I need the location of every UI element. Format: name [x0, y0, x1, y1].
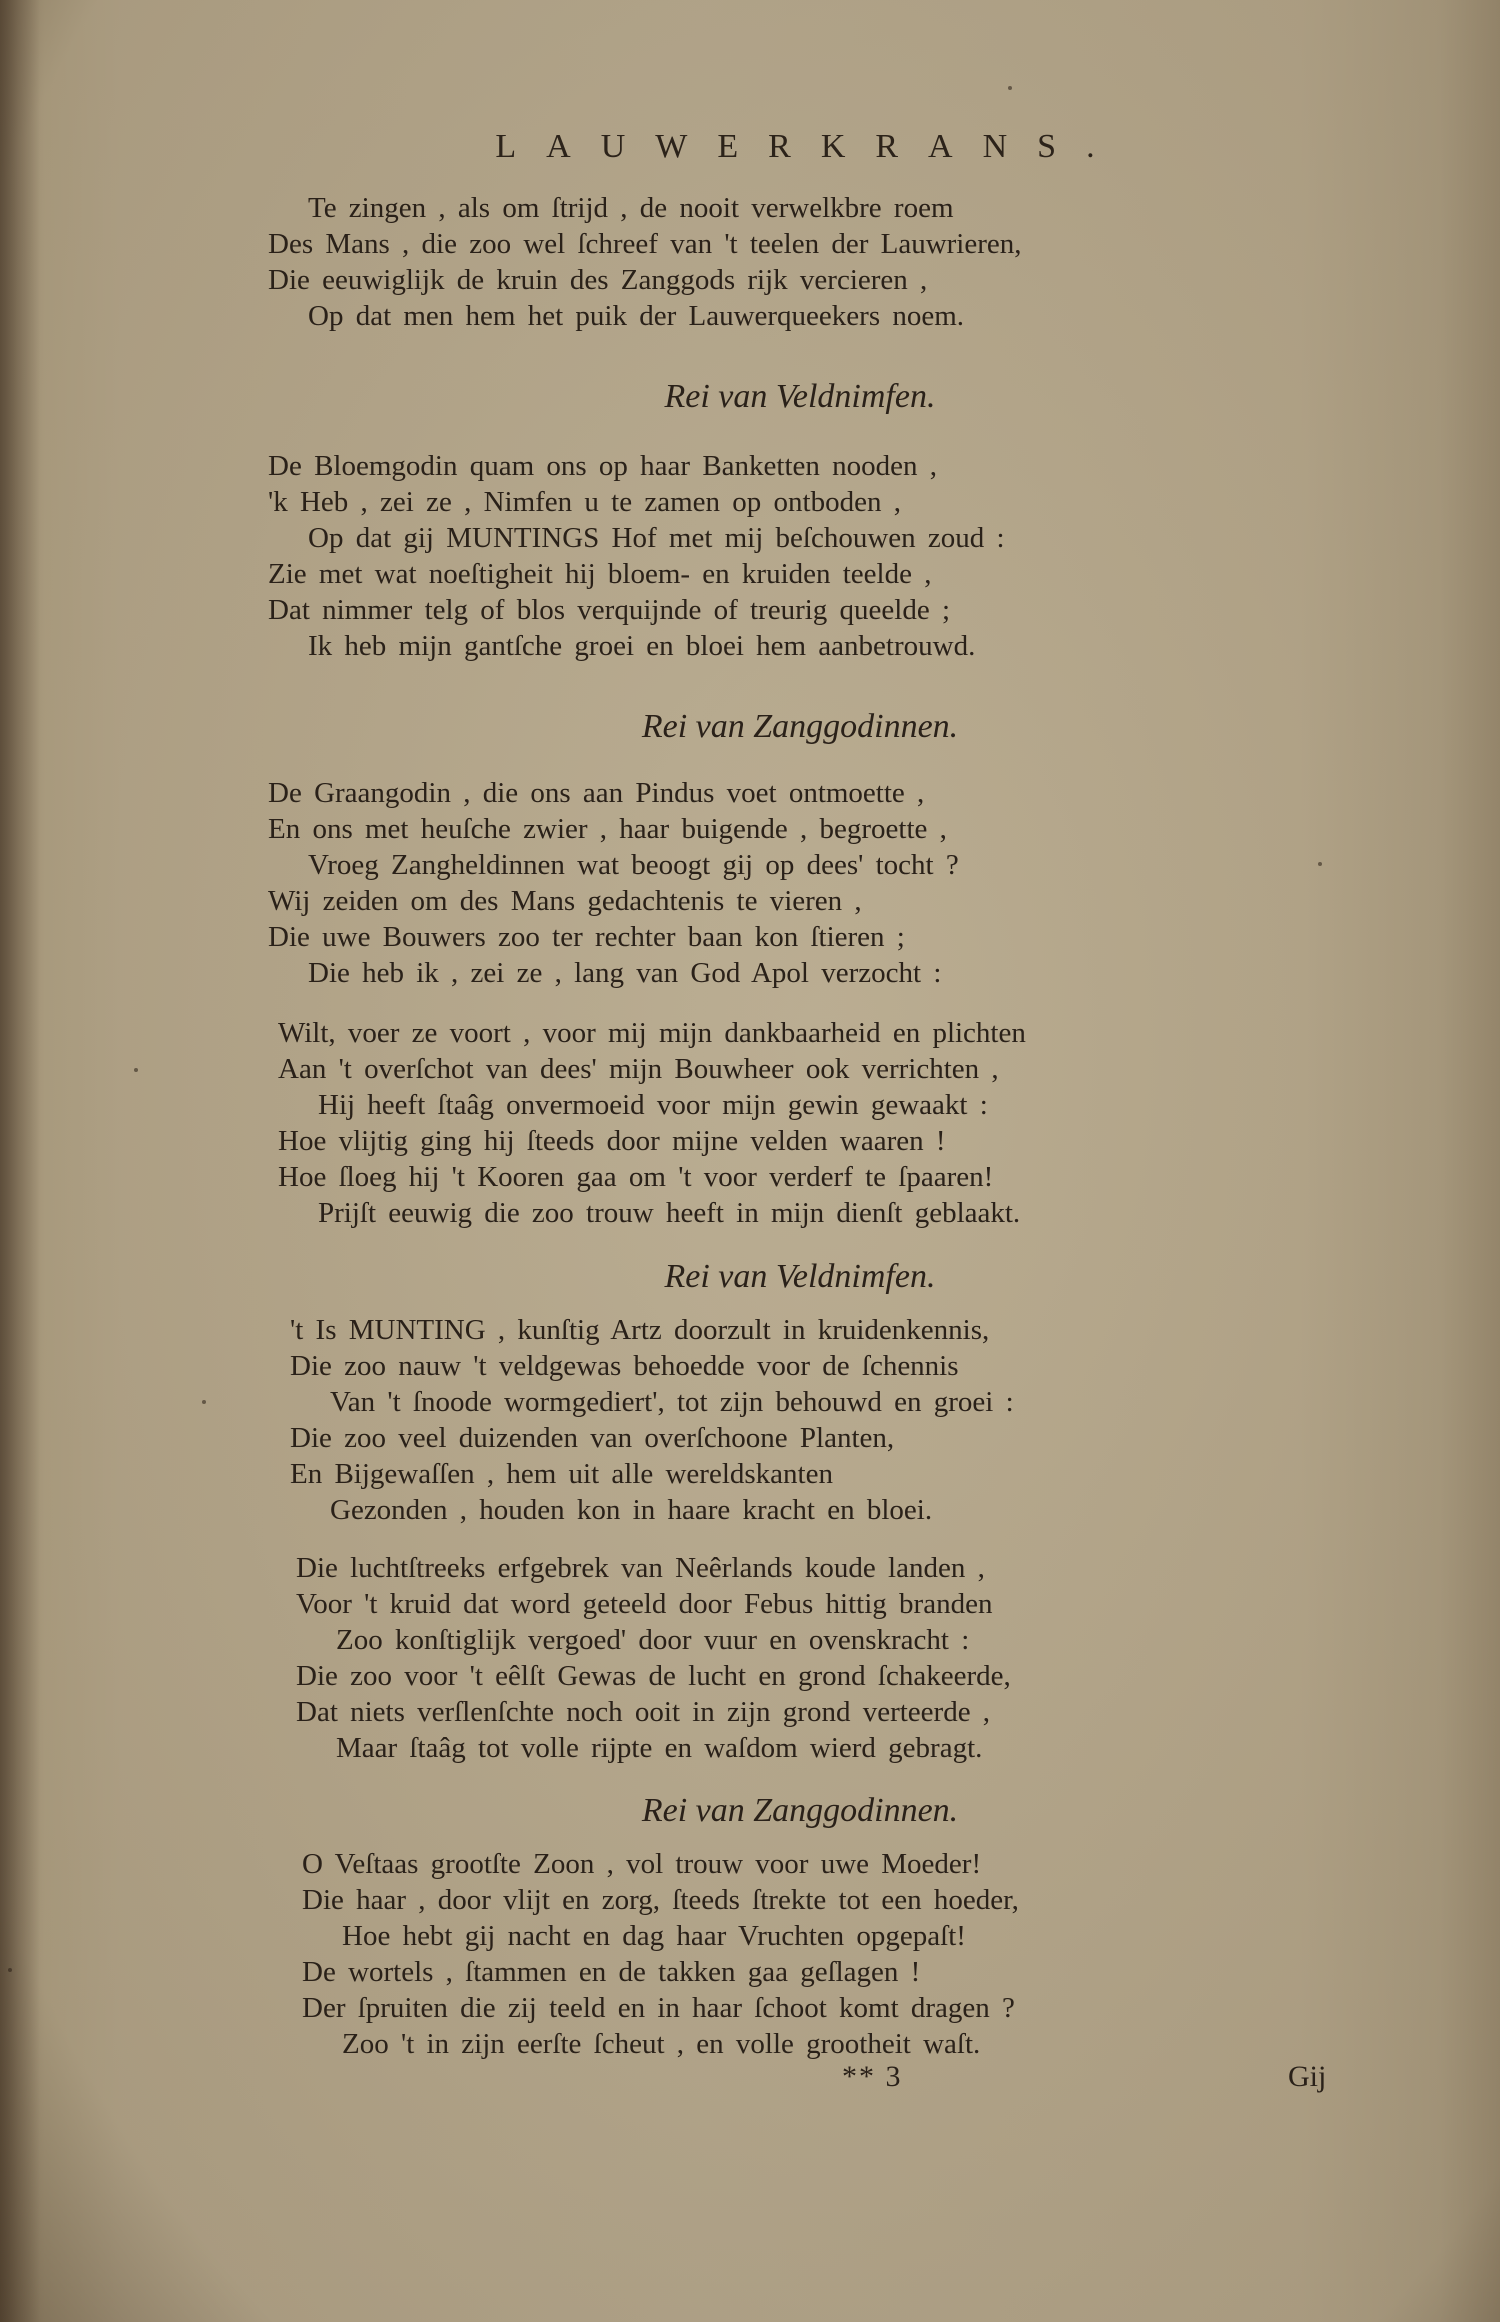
verse-line: Zie met wat noeſtigheit hij bloem- en kruiden teelde ,: [268, 558, 932, 590]
verse-line: Ik heb mijn gantſche groei en bloei hem aanbetrouwd.: [308, 630, 976, 662]
page-gutter-shadow: [0, 0, 40, 2322]
verse-line: Die zoo voor 't eêlſt Gewas de lucht en grond ſchakeerde,: [296, 1660, 1011, 1692]
signature-mark: ** 3: [842, 2060, 903, 2093]
verse-line: Die zoo veel duizenden van overſchoone Planten,: [290, 1422, 895, 1454]
catchword: Gij: [1288, 2060, 1327, 2093]
stanza: [268, 448, 1268, 664]
verse-line: Hij heeft ſtaâg onvermoeid voor mijn gewin gewaakt :: [318, 1089, 988, 1121]
verse-line: Die eeuwiglijk de kruin des Zanggods rijk vercieren ,: [268, 264, 928, 296]
paper-speck: [134, 1068, 138, 1072]
paper-speck: [1008, 86, 1012, 90]
verse-line: Op dat men hem het puik der Lauwerqueekers noem.: [308, 300, 965, 332]
verse-line: Zoo 't in zijn eerſte ſcheut , en volle grootheit waſt.: [342, 2028, 981, 2060]
verse-line: Vroeg Zangheldinnen wat beoogt gij op dees' tocht ?: [308, 849, 959, 881]
verse-line: Dat niets verſlenſchte noch ooit in zijn grond verteerde ,: [296, 1696, 991, 1728]
verse-line: Wij zeiden om des Mans gedachtenis te vieren ,: [268, 885, 862, 917]
stanza: [302, 1846, 1302, 2062]
section-heading: Rei van Veldnimfen.: [664, 1258, 936, 1295]
verse-line: Die haar , door vlijt en zorg, ſteeds ſtrekte tot een hoeder,: [302, 1884, 1019, 1916]
stanza: [290, 1312, 1290, 1528]
stanza: [268, 775, 1268, 991]
verse-line: Hoe hebt gij nacht en dag haar Vruchten opgepaſt!: [342, 1920, 966, 1952]
verse-line: Gezonden , houden kon in haare kracht en bloei.: [330, 1494, 933, 1526]
verse-line: Die luchtſtreeks erfgebrek van Neêrlands koude landen ,: [296, 1552, 985, 1584]
stanza-opening: [268, 190, 1268, 334]
stanza: [278, 1015, 1278, 1231]
verse-line: Van 't ſnoode wormgediert', tot zijn behouwd en groei :: [330, 1386, 1014, 1418]
verse-line: Die uwe Bouwers zoo ter rechter baan kon ſtieren ;: [268, 921, 905, 953]
verse-line: Der ſpruiten die zij teeld en in haar ſchoot komt dragen ?: [302, 1992, 1015, 2024]
verse-line: Aan 't overſchot van dees' mijn Bouwheer ook verrichten ,: [278, 1053, 999, 1085]
section-heading: Rei van Veldnimfen.: [664, 378, 936, 415]
verse-line: Prijſt eeuwig die zoo trouw heeft in mijn dienſt geblaakt.: [318, 1197, 1021, 1229]
verse-line: Zoo konſtiglijk vergoed' door vuur en ovenskracht :: [336, 1624, 970, 1656]
verse-line: Die heb ik , zei ze , lang van God Apol verzocht :: [308, 957, 942, 989]
paper-speck: [202, 1400, 206, 1404]
verse-line: 't Is MUNTING , kunſtig Artz doorzult in kruidenkennis,: [290, 1314, 990, 1346]
stanza: [296, 1550, 1296, 1766]
section-heading: Rei van Zanggodinnen.: [641, 708, 959, 745]
running-head: LAUWERKRANS.: [495, 128, 1125, 165]
verse-line: De wortels , ſtammen en de takken gaa geſlagen !: [302, 1956, 921, 1988]
verse-line: Die zoo nauw 't veldgewas behoedde voor de ſchennis: [290, 1350, 959, 1382]
verse-line: Hoe ſloeg hij 't Kooren gaa om 't voor verderf te ſpaaren!: [278, 1161, 994, 1193]
verse-line: Des Mans , die zoo wel ſchreef van 't teelen der Lauwrieren,: [268, 228, 1022, 260]
verse-line: Dat nimmer telg of blos verquijnde of treurig queelde ;: [268, 594, 951, 626]
verse-line: Voor 't kruid dat word geteeld door Febus hittig branden: [296, 1588, 993, 1620]
verse-line: Op dat gij MUNTINGS Hof met mij beſchouwen zoud :: [308, 522, 1005, 554]
verse-line: Maar ſtaâg tot volle rijpte en waſdom wierd gebragt.: [336, 1732, 983, 1764]
section-heading: Rei van Zanggodinnen.: [641, 1792, 959, 1829]
verse-line: Wilt, voer ze voort , voor mij mijn dankbaarheid en plichten: [278, 1017, 1026, 1049]
verse-line: Hoe vlijtig ging hij ſteeds door mijne velden waaren !: [278, 1125, 946, 1157]
verse-line: En ons met heuſche zwier , haar buigende , begroette ,: [268, 813, 947, 845]
verse-line: De Graangodin , die ons aan Pindus voet ontmoette ,: [268, 777, 925, 809]
verse-line: Te zingen , als om ſtrijd , de nooit verwelkbre roem: [308, 192, 954, 224]
verse-line: O Veſtaas grootſte Zoon , vol trouw voor uwe Moeder!: [302, 1848, 982, 1880]
verse-line: 'k Heb , zei ze , Nimfen u te zamen op ontboden ,: [268, 486, 901, 518]
verse-line: De Bloemgodin quam ons op haar Banketten nooden ,: [268, 450, 938, 482]
paper-speck: [8, 1968, 12, 1972]
verse-line: En Bijgewaſſen , hem uit alle wereldskanten: [290, 1458, 833, 1490]
paper-speck: [1318, 862, 1322, 866]
